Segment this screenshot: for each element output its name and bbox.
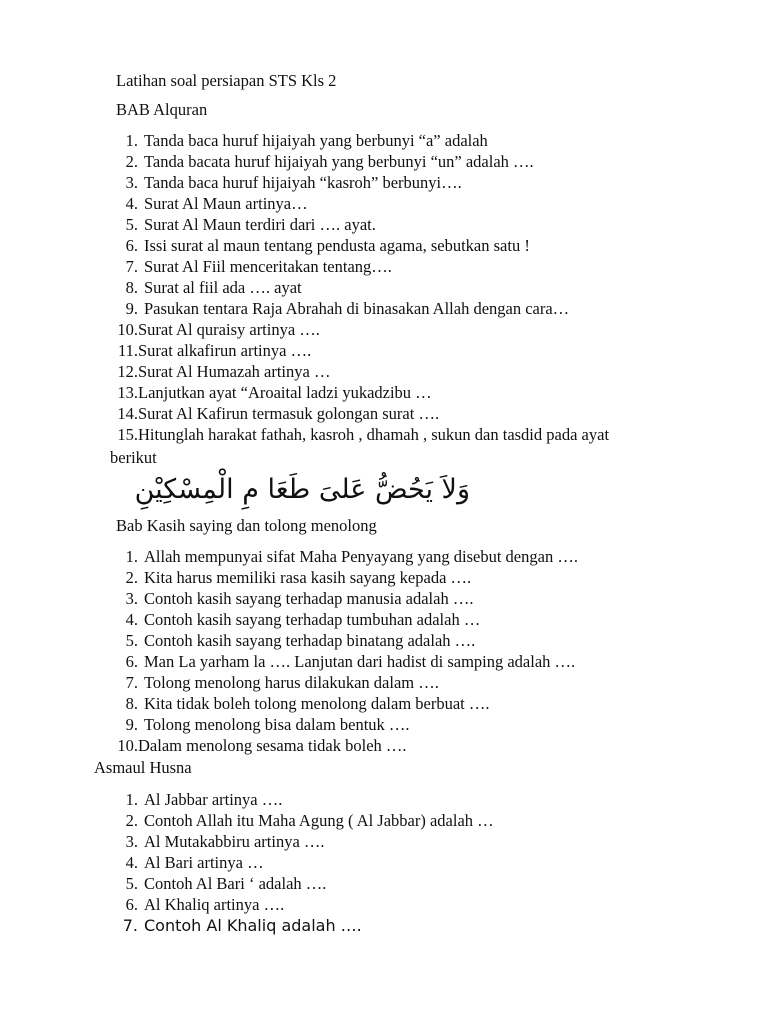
item-text: Tolong menolong bisa dalam bentuk …. [144,715,410,734]
item-number: 1. [125,790,138,809]
item-number: 4. [125,194,138,213]
item-text: Al Mutakabbiru artinya …. [144,832,325,851]
list-item [116,852,494,873]
item-number: 7. [125,673,138,692]
item-text: Man La yarham la …. Lanjutan dari hadist di samping adalah …. [144,652,576,671]
list-item [116,651,578,672]
list-item [116,735,578,756]
list-item [116,609,578,630]
list-item [116,831,494,852]
item-15-continuation: berikut [110,448,157,467]
item-text: Hitunglah harakat fathah, kasroh , dhamah , sukun dan tasdid pada ayat [138,425,610,444]
list-item [116,130,609,151]
list-item [116,256,609,277]
list-item [116,403,609,424]
list-item [116,567,578,588]
item-text: Kita harus memiliki rasa kasih sayang kepada …. [144,568,472,587]
item-number: 8. [125,278,138,297]
item-number: 3. [125,832,138,851]
list-item [116,672,578,693]
list-item [116,298,609,319]
list-item [116,319,609,340]
item-number: 5. [125,874,138,893]
item-text: Surat Al Kafirun termasuk golongan surat …. [138,404,440,423]
item-text: Tanda bacata huruf hijaiyah yang berbunyi “un” adalah …. [144,152,534,171]
item-text: Contoh kasih sayang terhadap manusia adalah …. [144,589,474,608]
item-number: 11. [117,341,138,360]
list-item [116,361,609,382]
item-number: 6. [125,652,138,671]
list-item [116,172,609,193]
section-heading-alquran: BAB Alquran [116,100,208,119]
item-number: 9. [125,299,138,318]
item-text: Tanda baca huruf hijaiyah yang berbunyi “a” adalah [144,131,488,150]
arabic-verse: وَلاَ يَحُضُّ عَلىَ طَعَا مِ الْمِسْكِيْنِ [134,474,470,505]
item-text: Al Khaliq artinya …. [144,895,285,914]
item-text: Al Jabbar artinya …. [144,790,283,809]
item-number: 9. [125,715,138,734]
item-text: Kita tidak boleh tolong menolong dalam berbuat …. [144,694,490,713]
list-item [116,693,578,714]
item-number: 2. [125,152,138,171]
item-text: Contoh kasih sayang terhadap binatang adalah …. [144,631,476,650]
item-number: 4. [125,853,138,872]
item-text: Contoh kasih sayang terhadap tumbuhan adalah … [144,610,481,629]
item-number: 3. [125,173,138,192]
item-number: 10. [117,736,138,755]
item-text: Al Bari artinya … [144,853,264,872]
list-item [116,714,578,735]
section-heading-kasih-sayang: Bab Kasih saying dan tolong menolong [116,516,377,535]
item-number: 15. [117,425,138,444]
list-item [116,277,609,298]
list-item [116,873,494,894]
item-text: Dalam menolong sesama tidak boleh …. [138,736,407,755]
item-number: 5. [125,631,138,650]
item-text: Surat Al Humazah artinya … [138,362,331,381]
item-text: Surat alkafirun artinya …. [138,341,312,360]
list-item [116,424,609,445]
list-item [116,915,494,936]
item-text: Surat Al Maun artinya… [144,194,308,213]
item-number: 7. [125,257,138,276]
item-text: Contoh Allah itu Maha Agung ( Al Jabbar) adalah … [144,811,494,830]
item-number: 6. [125,236,138,255]
list-item [116,810,494,831]
item-number: 2. [125,568,138,587]
list-item [116,630,578,651]
item-number: 1. [125,131,138,150]
item-text: Allah mempunyai sifat Maha Penyayang yang disebut dengan …. [144,547,578,566]
kasih-sayang-question-list [116,546,578,756]
item-text: Tolong menolong harus dilakukan dalam …. [144,673,439,692]
item-text: Surat al fiil ada …. ayat [144,278,302,297]
item-number: 7. [122,916,138,935]
list-item [116,151,609,172]
item-number: 5. [125,215,138,234]
list-item [116,235,609,256]
list-item [116,546,578,567]
item-number: 6. [125,895,138,914]
item-text: Surat Al Fiil menceritakan tentang…. [144,257,392,276]
item-number: 14. [117,404,138,423]
item-number: 4. [125,610,138,629]
item-number: 3. [125,589,138,608]
asmaul-husna-question-list [116,789,494,936]
item-number: 8. [125,694,138,713]
alquran-question-list [116,130,609,445]
item-text: Lanjutkan ayat “Aroaital ladzi yukadzibu … [138,383,432,402]
item-number: 2. [125,811,138,830]
list-item [116,214,609,235]
list-item [116,789,494,810]
section-heading-asmaul-husna: Asmaul Husna [94,758,192,777]
item-number: 1. [125,547,138,566]
list-item [116,894,494,915]
item-text: Pasukan tentara Raja Abrahah di binasakan Allah dengan cara… [144,299,570,318]
item-number: 10. [117,320,138,339]
item-text: Surat Al quraisy artinya …. [138,320,320,339]
item-text: Surat Al Maun terdiri dari …. ayat. [144,215,376,234]
item-number: 12. [117,362,138,381]
list-item [116,382,609,403]
document-title: Latihan soal persiapan STS Kls 2 [116,71,337,90]
list-item [116,588,578,609]
item-number: 13. [117,383,138,402]
list-item [116,193,609,214]
item-text: Tanda baca huruf hijaiyah “kasroh” berbunyi…. [144,173,462,192]
list-item [116,340,609,361]
item-text: Issi surat al maun tentang pendusta agama, sebutkan satu ! [144,236,530,255]
item-text: Contoh Al Khaliq adalah …. [144,916,362,935]
item-text: Contoh Al Bari ‘ adalah …. [144,874,327,893]
